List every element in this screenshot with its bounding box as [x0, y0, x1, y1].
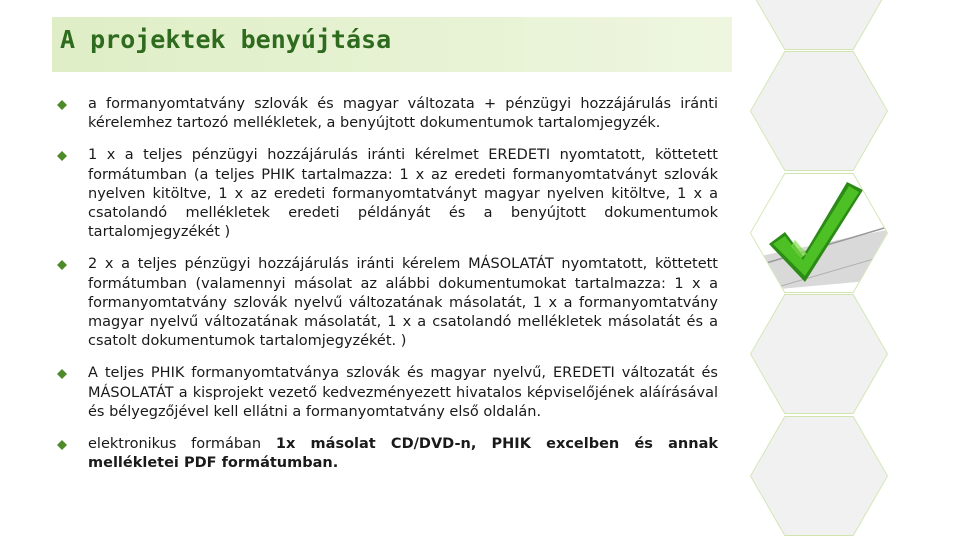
bullet-item — [52, 146, 718, 242]
hexagon-bottom — [750, 416, 888, 536]
title-band — [52, 17, 732, 72]
bullet-text — [88, 365, 718, 419]
bullet-item — [52, 364, 718, 422]
green-checkmark-icon — [751, 174, 887, 292]
diamond-icon — [57, 260, 67, 270]
diamond-icon — [57, 369, 67, 379]
bullet-text-run: A teljes PHIK formanyomtatványa szlovák és magyar nyelvű, EREDETI változatát és MÁSOLATÁT a kisprojekt vezető kedvezményezett hivatalos képviselőjének aláírásával és bélyegzőjével kell ellátni a formanyomtatvány első oldalán. — [88, 365, 718, 420]
bullet-text — [88, 256, 718, 349]
diamond-icon — [57, 440, 67, 450]
bullet-text — [88, 436, 718, 471]
diamond-icon — [57, 151, 67, 161]
bullet-text-run: a formanyomtatvány szlovák és magyar változata + pénzügyi hozzájárulás iránti kérelemhez tartozó mellékletek, a benyújtott dokumentumok tartalomjegyzék. — [88, 96, 718, 132]
hexagon-top — [750, 0, 888, 50]
hexagon-picture — [750, 173, 888, 293]
bullet-text-run: 1 x a teljes pénzügyi hozzájárulás iránti kérelmet EREDETI nyomtatott, köttetett formátumban (a teljes PHIK tartalmazza: 1 x az eredeti formanyomtatványt szlovák nyelven kitöltve, 1 x az eredeti formanyomtatványt magyar nyelven kitöltve, 1 x a csatolandó mellékletek eredeti példányát és a benyújtott dokumentumok tartalomjegyzékét ) — [88, 147, 718, 241]
hexagon-lower — [750, 294, 888, 414]
slide-title: A projektek benyújtása — [60, 25, 392, 54]
bullet-text — [88, 96, 718, 131]
bullet-item — [52, 95, 718, 133]
hexagon-upper — [750, 51, 888, 171]
bullet-item — [52, 255, 718, 351]
bullet-text — [88, 147, 718, 240]
diamond-icon — [57, 100, 67, 110]
bullet-list — [52, 95, 718, 486]
bullet-text-run: 2 x a teljes pénzügyi hozzájárulás iránti kérelem MÁSOLATÁT nyomtatott, köttetett formátumban (valamennyi másolat az alábbi dokumentumokat tartalmazza: 1 x a formanyomtatvány szlovák nyelvű változatának másolatát, 1 x a formanyomtatvány magyar nyelvű változatának másolatát, 1 x a csatolandó mellékletek másolatát és a csatolt dokumentumok tartalomjegyzékét. ) — [88, 256, 718, 350]
bullet-text-run: elektronikus formában — [88, 436, 276, 453]
bullet-text-bold-run: 1x másolat CD/DVD-n, PHIK excelben és annak mellékletei PDF formátumban. — [88, 436, 718, 472]
bullet-item — [52, 435, 718, 473]
